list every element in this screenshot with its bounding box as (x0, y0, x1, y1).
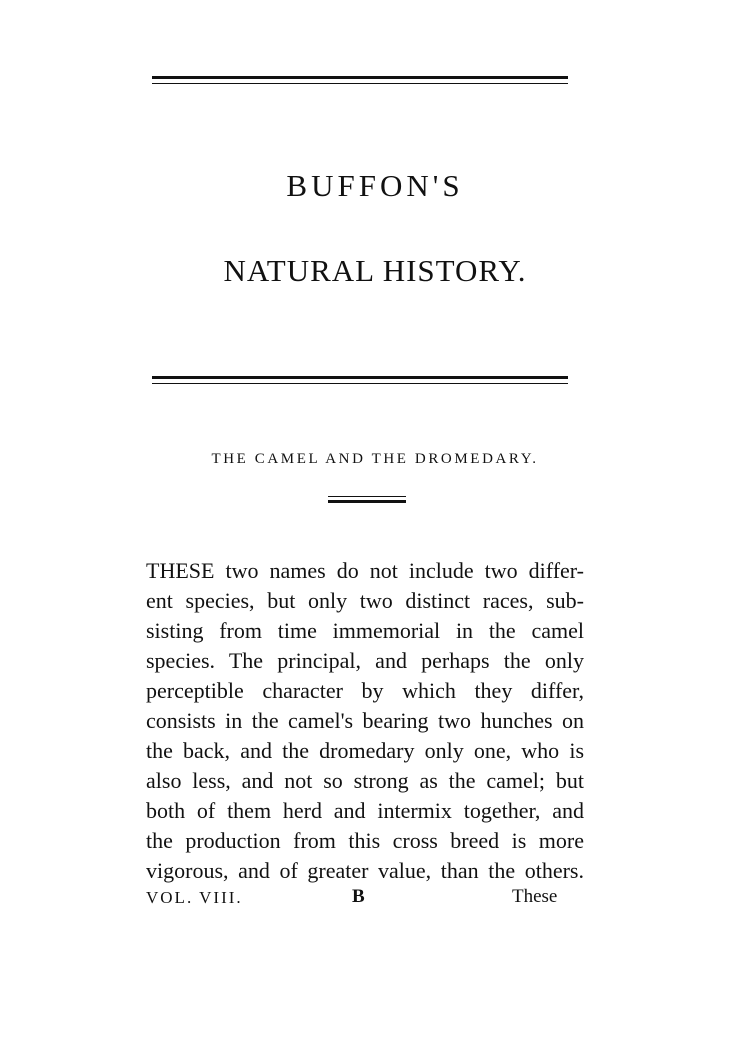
top-rule-thin (152, 83, 568, 84)
body-line-1: THESE two names do not include two differ- (146, 558, 584, 583)
chapter-ornament-rule-thin (328, 496, 406, 497)
body-line-3: sisting from time immemorial in the camel (146, 618, 584, 643)
middle-rule-thick (152, 376, 568, 379)
volume-number: VOL. VIII. (146, 888, 243, 907)
catchword: These (512, 886, 558, 907)
body-line-5: perceptible character by which they differ, (146, 678, 584, 703)
signature-mark: B (352, 886, 365, 907)
body-line-8: also less, and not so strong as the camel; but (146, 768, 584, 793)
middle-rule-thin (152, 383, 568, 384)
top-rule-thick (152, 76, 568, 79)
body-line-4: species. The principal, and perhaps the only (146, 648, 584, 673)
body-line-9: both of them herd and intermix together, and (146, 798, 584, 823)
body-line-7: the back, and the dromedary only one, who is (146, 738, 584, 763)
book-title-line-2: NATURAL HISTORY. (223, 253, 527, 288)
chapter-heading: THE CAMEL AND THE DROMEDARY. (211, 451, 539, 467)
body-line-2: ent species, but only two distinct races, sub- (146, 588, 584, 613)
body-line-6: consists in the camel's bearing two hunches on (146, 708, 584, 733)
body-line-11: vigorous, and of greater value, than the others. (146, 858, 584, 883)
chapter-ornament-rule-thick (328, 500, 406, 503)
book-title-line-1: BUFFON'S (286, 168, 464, 203)
body-line-10: the production from this cross breed is more (146, 828, 584, 853)
